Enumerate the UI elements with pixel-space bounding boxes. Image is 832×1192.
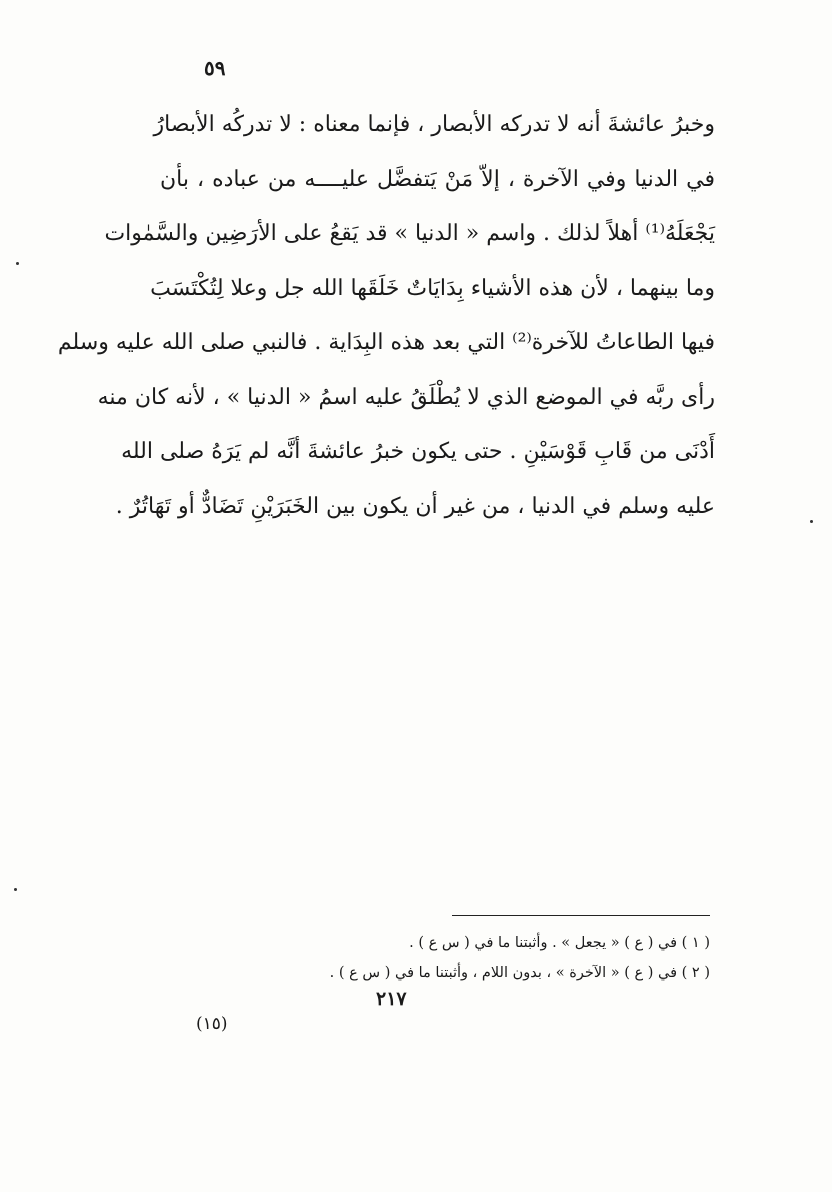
text-line: رأى ربَّه في الموضع الذي لا يُطْلَقُ عليه اسمُ « الدنيا » ، لأنه كان منه — [97, 384, 715, 410]
footnote-item: ( ٢ ) في ( ع ) « الآخرة » ، بدون اللام ، وأثبتنا ما في ( س ع ) . — [329, 965, 710, 981]
text-line: وخبرُ عائشةَ أنه لا تدركه الأبصار ، فإنما معناه : لا تدركُه الأبصارُ — [153, 112, 715, 137]
scan-speck — [14, 888, 17, 891]
footnote-divider — [452, 915, 710, 916]
text-line: وما بينهما ، لأن هذه الأشياء بِدَايَاتٌ خَلَقَها الله جل وعلا لِتُكْتَسَبَ — [150, 275, 715, 301]
text-line: يَجْعَلَهُ⁽¹⁾ أهلاً لذلك . واسم « الدنيا » قد يَقعُ على الأرَضِين والسَّمٰوات — [104, 221, 715, 246]
scan-speck — [16, 262, 19, 265]
text-line: أَدْنَى من قَابِ قَوْسَيْنِ . حتى يكون خبرُ عائشةَ أنَّه لم يَرَهُ صلى الله — [121, 439, 715, 464]
text-line: في الدنيا وفي الآخرة ، إلاّ مَنْ يَتفضَّل عليــــه من عباده ، بأن — [160, 166, 715, 192]
footnotes — [329, 928, 710, 988]
sheet-number: (١٥) — [196, 1014, 228, 1034]
text-line: فيها الطاعاتُ للآخرة⁽²⁾ التي بعد هذه البِدَاية . فالنبي صلى الله عليه وسلم — [57, 330, 715, 355]
main-text — [57, 98, 715, 534]
bottom-page-number: ٢١٧ — [376, 988, 407, 1010]
scan-speck — [810, 520, 813, 523]
footnote-item: ( ١ ) في ( ع ) « يجعل » . وأثبتنا ما في ( س ع ) . — [409, 935, 710, 951]
text-line: عليه وسلم في الدنيا ، من غير أن يكون بين الخَبَرَيْنِ تَضَادٌّ أو تَهَاتُرٌ . — [115, 493, 715, 519]
top-page-number: ٥٩ — [204, 56, 226, 80]
